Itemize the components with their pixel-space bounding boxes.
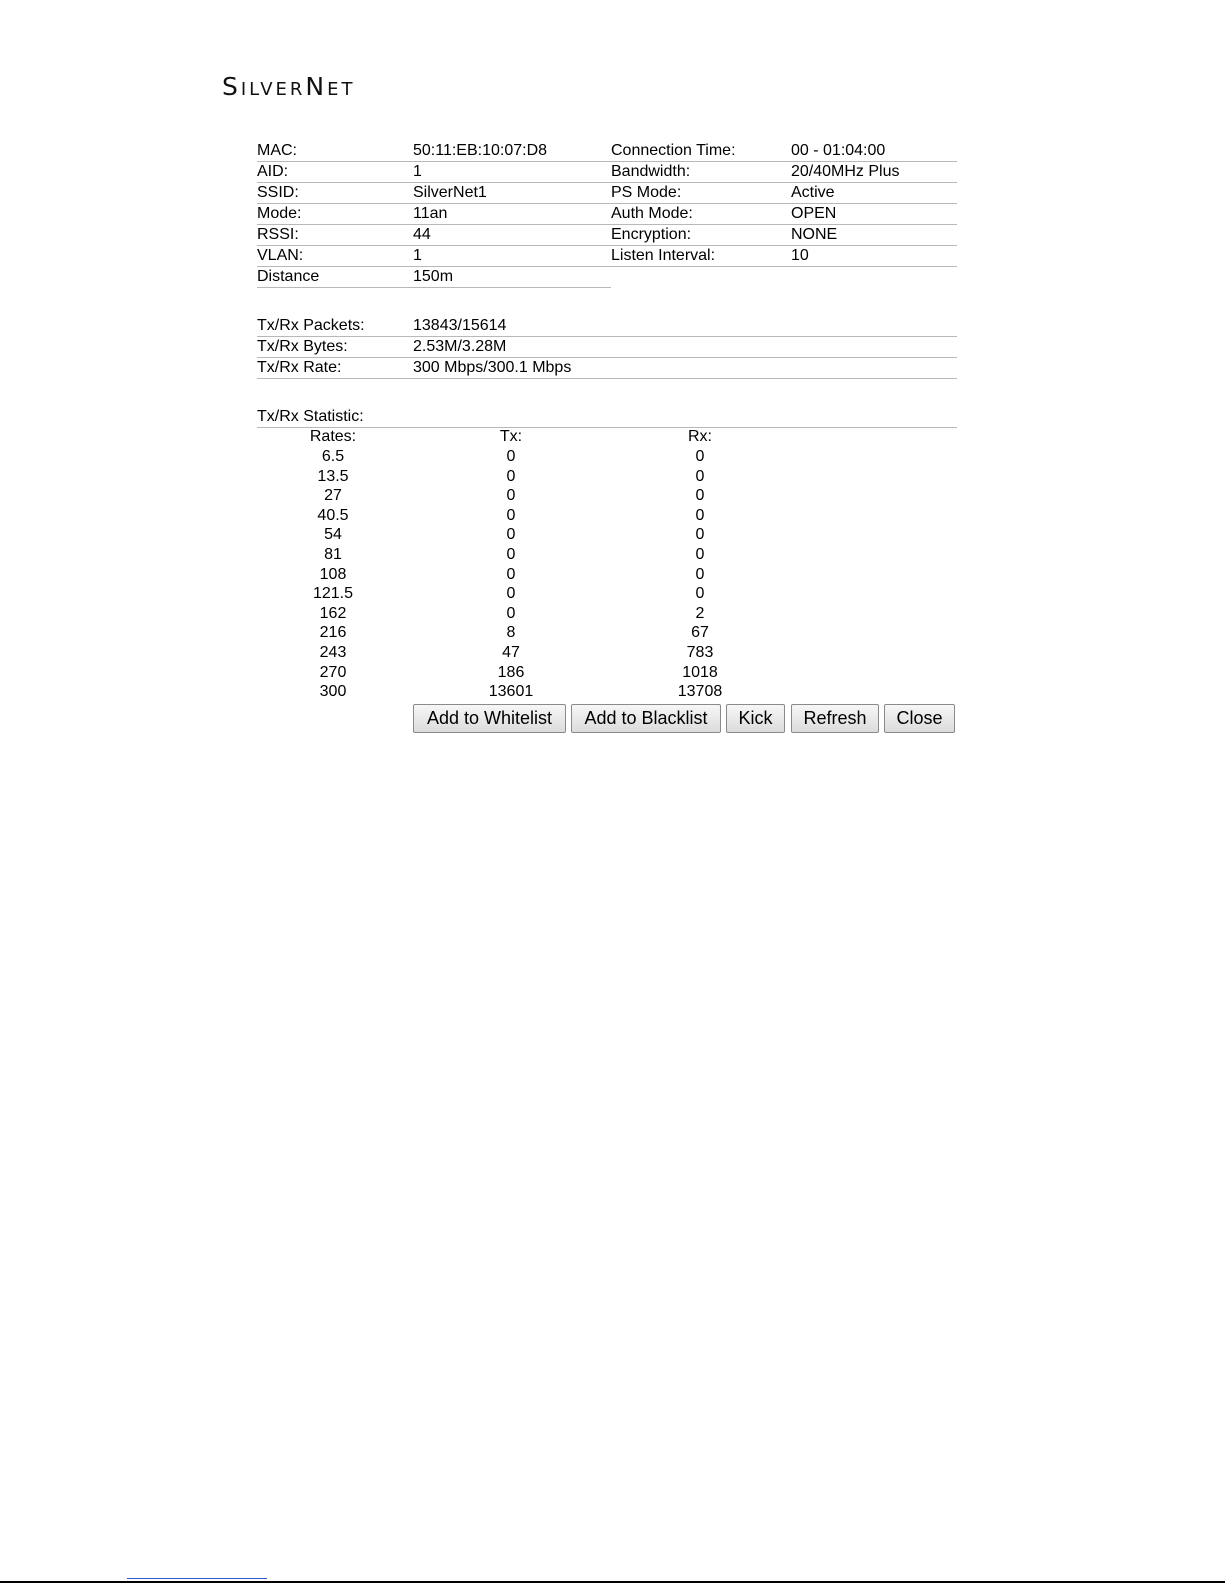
statistic-row [257, 663, 957, 683]
bandwidth-value: 20/40MHz Plus [791, 163, 900, 180]
info-row-tx-rx-bytes [257, 337, 957, 358]
connection-time-value: 00 - 01:04:00 [791, 142, 886, 159]
rx-cell: 0 [695, 546, 705, 563]
rate-cell: 243 [319, 644, 347, 661]
info-row-ps-mode [611, 183, 957, 204]
encryption-value: NONE [791, 226, 838, 243]
tx-cell: 0 [506, 487, 516, 505]
bandwidth-label: Bandwidth: [611, 163, 691, 180]
tx-cell: 0 [506, 604, 516, 622]
rssi-value: 44 [413, 226, 431, 243]
info-row-distance [257, 267, 611, 288]
rate-cell: 121.5 [312, 585, 354, 603]
tx-cell: 186 [497, 663, 525, 681]
rate-cell: 300 [319, 683, 347, 701]
rx-cell: 0 [695, 506, 705, 524]
ps-mode-value: Active [791, 184, 835, 201]
rx-cell: 0 [695, 585, 705, 603]
rx-cell: 67 [691, 624, 709, 642]
rate-cell: 27 [324, 487, 342, 505]
statistic-row [257, 623, 957, 643]
tx-cell: 0 [506, 448, 516, 465]
listen-interval-label: Listen Interval: [611, 247, 716, 264]
rate-cell: 270 [319, 663, 347, 681]
tx-rx-rate-label: Tx/Rx Rate: [257, 359, 342, 376]
rate-cell: 108 [319, 565, 347, 583]
info-row-tx-rx-packets [257, 316, 957, 337]
statistic-row [257, 447, 957, 467]
mac-label: MAC: [257, 142, 297, 159]
rx-cell: 783 [686, 644, 714, 661]
statistic-row [257, 486, 957, 506]
rate-cell: 216 [319, 624, 347, 642]
rate-cell: 54 [324, 526, 342, 544]
statistic-title: Tx/Rx Statistic: [257, 408, 364, 425]
tx-cell: 0 [506, 506, 516, 524]
tx-header: Tx: [499, 428, 523, 445]
statistic-row [257, 545, 957, 565]
tx-cell: 0 [506, 565, 516, 583]
mode-label: Mode: [257, 205, 302, 222]
statistic-row [257, 565, 957, 585]
rx-cell: 0 [695, 467, 705, 485]
connection-time-label: Connection Time: [611, 142, 736, 159]
rx-cell: 0 [695, 448, 705, 465]
info-row-connection-time [611, 141, 957, 162]
tx-cell: 47 [502, 644, 520, 661]
statistic-row [257, 643, 957, 663]
add-to-blacklist-button[interactable]: Add to Blacklist [571, 704, 721, 733]
info-row-mac [257, 141, 611, 162]
rate-cell: 13.5 [317, 467, 349, 485]
listen-interval-value: 10 [791, 247, 809, 264]
ssid-label: SSID: [257, 184, 299, 201]
ssid-value: SilverNet1 [413, 184, 487, 201]
statistic-row [257, 525, 957, 545]
distance-label: Distance [257, 268, 320, 285]
auth-mode-label: Auth Mode: [611, 205, 693, 222]
tx-rx-bytes-label: Tx/Rx Bytes: [257, 338, 348, 355]
aid-label: AID: [257, 163, 289, 180]
info-row-tx-rx-rate [257, 358, 957, 379]
info-row-auth-mode [611, 204, 957, 225]
statistic-title-row [257, 407, 957, 428]
footer-rule [0, 1581, 1225, 1583]
rx-cell: 2 [695, 604, 705, 622]
rate-cell: 6.5 [321, 448, 345, 465]
rx-cell: 13708 [677, 683, 723, 701]
encryption-label: Encryption: [611, 226, 692, 243]
tx-cell: 8 [506, 624, 516, 642]
info-row-rssi [257, 225, 611, 246]
aid-value: 1 [413, 163, 422, 180]
ps-mode-label: PS Mode: [611, 184, 682, 201]
rate-cell: 162 [319, 604, 347, 622]
tx-rx-packets-label: Tx/Rx Packets: [257, 317, 365, 334]
info-row-vlan [257, 246, 611, 267]
footer-link-underline [127, 1578, 267, 1579]
statistic-row [257, 682, 957, 702]
tx-rx-packets-value: 13843/15614 [413, 317, 507, 334]
info-row-mode [257, 204, 611, 225]
rx-cell: 0 [695, 526, 705, 544]
mac-value: 50:11:EB:10:07:D8 [413, 142, 548, 159]
statistic-row [257, 506, 957, 526]
rate-cell: 81 [324, 546, 342, 563]
tx-cell: 0 [506, 526, 516, 544]
info-row-aid [257, 162, 611, 183]
rx-cell: 0 [695, 565, 705, 583]
tx-rx-bytes-value: 2.53M/3.28M [413, 338, 507, 355]
info-row-ssid [257, 183, 611, 204]
info-row-bandwidth [611, 162, 957, 183]
rates-header: Rates: [309, 428, 357, 445]
tx-cell: 0 [506, 585, 516, 603]
refresh-button[interactable]: Refresh [791, 704, 879, 733]
statistic-row [257, 584, 957, 604]
kick-button[interactable]: Kick [726, 704, 785, 733]
vlan-value: 1 [413, 247, 422, 264]
distance-value: 150m [413, 268, 454, 285]
tx-cell: 13601 [488, 683, 534, 701]
rx-cell: 0 [695, 487, 705, 505]
auth-mode-value: OPEN [791, 205, 837, 222]
rssi-label: RSSI: [257, 226, 299, 243]
tx-rx-rate-value: 300 Mbps/300.1 Mbps [413, 359, 572, 376]
statistic-row [257, 467, 957, 487]
rate-cell: 40.5 [317, 506, 349, 524]
tx-cell: 0 [506, 546, 516, 563]
tx-cell: 0 [506, 467, 516, 485]
statistic-header-row [257, 427, 957, 447]
statistic-row [257, 604, 957, 624]
info-row-listen-interval [611, 246, 957, 267]
rx-header: Rx: [688, 428, 712, 445]
silvernet-logo: SilverNet [222, 72, 356, 101]
add-to-whitelist-button[interactable]: Add to Whitelist [413, 704, 566, 733]
info-row-encryption [611, 225, 957, 246]
close-button[interactable]: Close [884, 704, 955, 733]
vlan-label: VLAN: [257, 247, 304, 264]
mode-value: 11an [413, 205, 448, 222]
rx-cell: 1018 [682, 663, 718, 681]
